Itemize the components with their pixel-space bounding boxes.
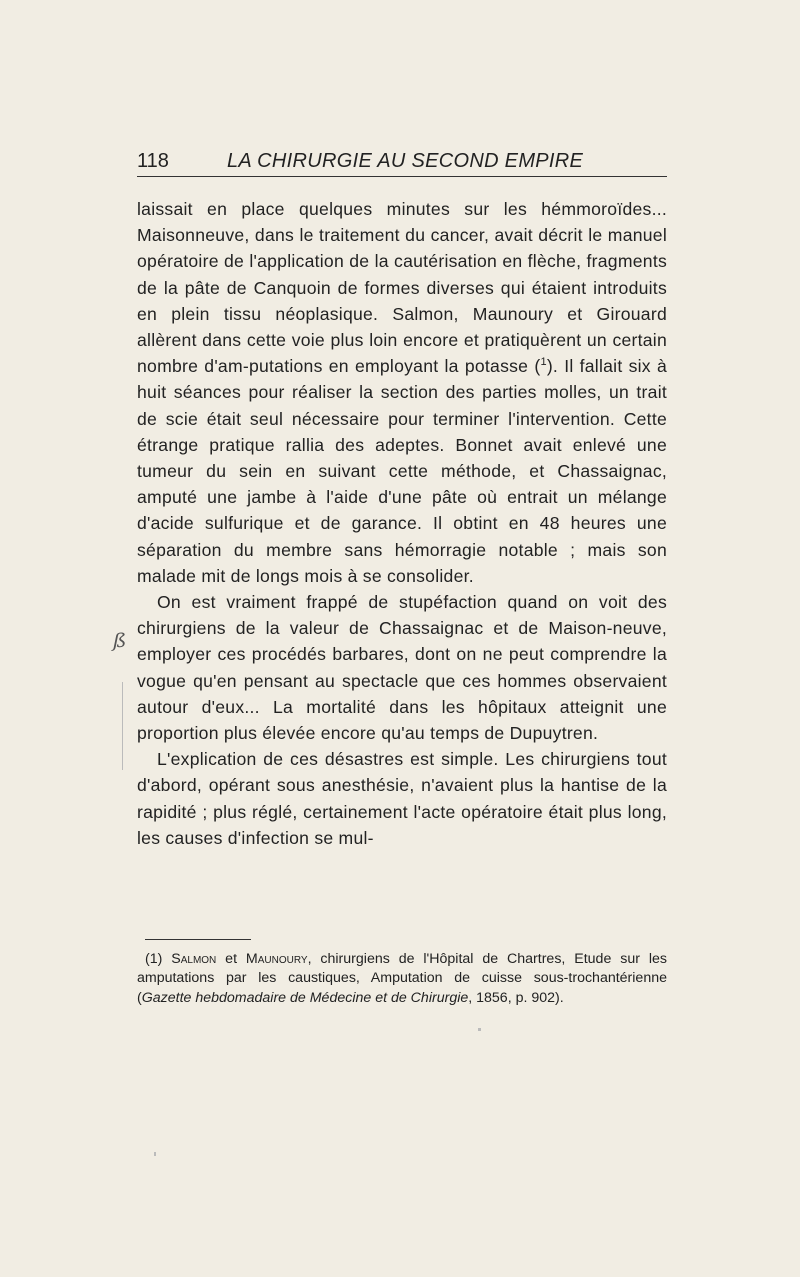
handwritten-margin-mark: ß (113, 628, 127, 652)
paragraph-2: On est vraiment frappé de stupéfaction quand on voit des chirurgiens de la valeur de Chassaignac et de Maison-neuve, employer ces procédés barbares, dont on ne peut comprendre la vogue qu'en pensant au spectacle que ces hommes observaient autour d'eux... La mortalité dans les hôpitaux atteignit une proportion plus élevée encore qu'au temps de Dupuytren. (137, 592, 667, 744)
footnote-journal: Gazette hebdomadaire de Médecine et de Chirurgie (141, 989, 469, 1006)
page-header (137, 148, 667, 177)
footnote (137, 950, 667, 1008)
footnote-text: , chirurgiens de l'Hôpital de Chartres, Etude sur les amputations par les caustiques, Amputation de cuisse sous-trochantérienne ( (137, 951, 667, 1006)
footnote-ref: 1 (540, 356, 547, 369)
footnote-author-2: Maunoury (245, 951, 308, 967)
footnote-tail: , 1856, p. 902). (468, 989, 564, 1006)
paragraph-3: L'explication de ces désastres est simple. Les chirurgiens tout d'abord, opérant sous anesthésie, n'avaient plus la hantise de la rapidité ; plus réglé, certainement l'acte opératoire était plus long, les causes d'infection se mul- (137, 749, 667, 848)
footnote-connector: et (216, 951, 246, 967)
footnote-marker: (1) (145, 951, 163, 967)
paragraph-1 (137, 196, 667, 589)
body-text (137, 196, 667, 851)
page-speck (478, 1028, 481, 1031)
footnote-author-1: Salmon (171, 951, 217, 967)
margin-pencil-line (122, 682, 123, 770)
paragraph-1-text: laissait en place quelques minutes sur les hémmoroïdes... Maisonneuve, dans le traitement du cancer, avait décrit le manuel opératoire de l'application de la cautérisation en flèche, fragments de la pâte de Canquoin de formes diverses qui étaient introduits en plein tissu néoplasique. Salmon, Maunoury et Girouard allèrent dans cette voie plus loin encore et pratiquèrent un certain nombre d'am-putations en employant la potasse ( (137, 199, 667, 377)
paragraph-1-text-cont: ). Il fallait six à huit séances pour réaliser la section des parties molles, un trait de scie était seul nécessaire pour terminer l'intervention. Cette étrange pratique rallia des adeptes. Bonnet avait enlevé une tumeur du sein en suivant cette méthode, et Chassaignac, amputé une jambe à l'aide d'une pâte où entrait un mélange d'acide sulfurique et de garance. Il obtint en 48 heures une séparation du membre sans hémorragie notable ; mais son malade mit de longs mois à se consolider. (137, 356, 667, 586)
footnote-rule (145, 939, 251, 940)
page-number: 118 (137, 150, 169, 172)
running-title: LA CHIRURGIE AU SECOND EMPIRE (227, 150, 584, 172)
page-speck (154, 1152, 156, 1156)
